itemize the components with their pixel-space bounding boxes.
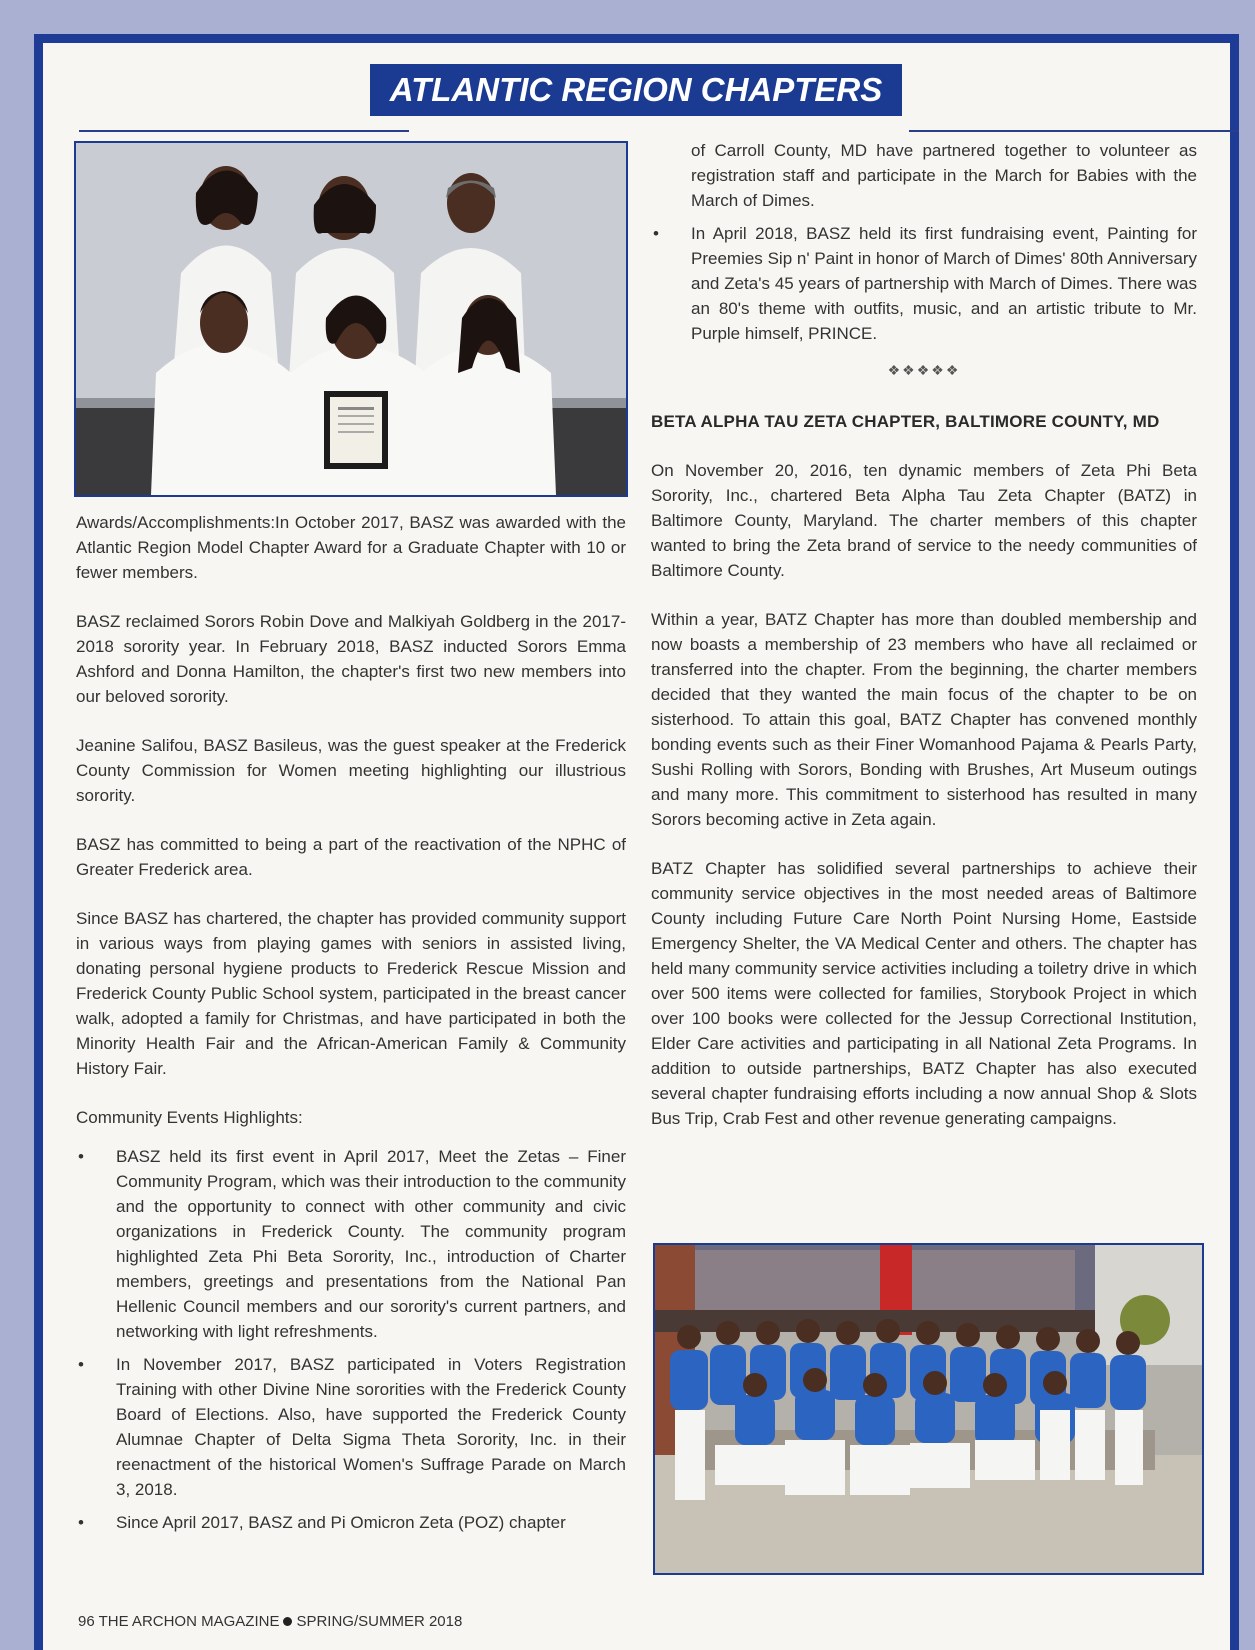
left-column — [76, 510, 626, 1543]
bullet-dot-icon: • — [78, 1147, 84, 1166]
paragraph-guest-speaker: Jeanine Salifou, BASZ Basileus, was the guest speaker at the Frederick County Commission for Women meeting highlighting our illustrious sorority. — [76, 736, 626, 805]
issue-name: SPRING/SUMMER 2018 — [296, 1613, 463, 1630]
paragraph-partnerships: BATZ Chapter has solidified several partnerships to achieve their community service objectives in the most needed areas of Baltimore County including Future Care North Point Nursing Home, Eastside Emergency Shelter, the VA Medical Center and others. The chapter has held many community service activities including a toiletry drive in which over 500 items were collected for families, Storybook Project in which over 100 books were collected for the Jessup Correctional Institution, Elder Care activities and participating in all National Zeta Programs. In addition to outside partnerships, BATZ Chapter has also executed several chapter fundraising efforts including a now annual Shop & Slots Bus Trip, Crab Fest and other revenue generating campaigns. — [651, 859, 1197, 1128]
group-photo-blue — [653, 1243, 1204, 1575]
bullet-item — [76, 1352, 626, 1502]
paragraph-awards: Awards/Accomplishments:In October 2017, BASZ was awarded with the Atlantic Region Model Chapter Award for a Graduate Chapter with 10 or fewer members. — [76, 513, 626, 582]
photo-white-dress-group — [76, 143, 626, 495]
highlights-heading: Community Events Highlights: — [76, 1108, 303, 1127]
bullet-text: of Carroll County, MD have partnered together to volunteer as registration staff and participate in the March for Babies with the March of Dimes. — [691, 141, 1197, 210]
bullet-item — [76, 1510, 626, 1535]
bullet-dot-icon: • — [78, 1513, 84, 1532]
bullet-text: In November 2017, BASZ participated in Voters Registration Training with other Divine Nine sororities with the Frederick County Board of Elections. Also, have supported the Frederick County Alumnae Chapter of Delta Sigma Theta Sorority, Inc. in their reenactment of the historical Women's Suffrage Parade on March 3, 2018. — [116, 1355, 626, 1499]
bullet-text: BASZ held its first event in April 2017, Meet the Zetas – Finer Community Program, which was their introduction to the community and the opportunity to connect with other community and civic organizations in Frederick County. The community program highlighted Zeta Phi Beta Sorority, Inc., introduction of Charter members, greetings and presentations from the National Pan Hellenic Council members and our sorority's current partners, and networking with light refreshments. — [116, 1147, 626, 1341]
paragraph-reclaimed: BASZ reclaimed Sorors Robin Dove and Malkiyah Goldberg in the 2017-2018 sorority year. In February 2018, BASZ inducted Sorors Emma Ashford and Donna Hamilton, the chapter's first two new members into our beloved sorority. — [76, 612, 626, 706]
section-title: BETA ALPHA TAU ZETA CHAPTER, BALTIMORE COUNTY, MD — [651, 412, 1160, 431]
magazine-name: THE ARCHON MAGAZINE — [98, 1613, 280, 1630]
bullet-dot-icon: • — [78, 1355, 84, 1374]
paragraph-nphc: BASZ has committed to being a part of the reactivation of the NPHC of Greater Frederick area. — [76, 835, 626, 879]
page-footer — [78, 1613, 462, 1630]
paragraph-community-support: Since BASZ has chartered, the chapter has provided community support in various ways from playing games with seniors in assisted living, donating personal hygiene products to Frederick Rescue Mission and Frederick County Public School system, participated in the breast cancer walk, adopted a family for Christmas, and have participated in both the Minority Health Fair and the African-American Family & Community History Fair. — [76, 909, 626, 1078]
header-rule-left — [79, 130, 409, 132]
paragraph-membership: Within a year, BATZ Chapter has more than doubled membership and now boasts a membership of 23 members who have all reclaimed or transferred into the chapter. From the beginning, the charter members decided that they wanted the main focus of the chapter to be on sisterhood. To attain this goal, BATZ Chapter has convened monthly bonding events such as their Finer Womanhood Pajama & Pearls Party, Sushi Rolling with Sorors, Bonding with Brushes, Art Museum outings and many more. This commitment to sisterhood has resulted in many Sorors becoming active in Zeta again. — [651, 610, 1197, 829]
header-rule-right — [909, 130, 1239, 132]
right-column — [651, 138, 1197, 1155]
bullet-dot-icon: • — [653, 224, 659, 243]
section-banner: ATLANTIC REGION CHAPTERS — [370, 64, 902, 116]
bullet-continuation — [651, 138, 1197, 213]
bullet-text: Since April 2017, BASZ and Pi Omicron Zeta (POZ) chapter — [116, 1513, 566, 1532]
page-number: 96 — [78, 1613, 95, 1630]
bullet-text: In April 2018, BASZ held its first fundraising event, Painting for Preemies Sip n' Paint in honor of March of Dimes' 80th Anniversary and Zeta's 45 years of partnership with March of Dimes. There was an 80's theme with outfits, music, and an artistic tribute to Mr. Purple himself, PRINCE. — [691, 224, 1197, 343]
bullet-item — [76, 1144, 626, 1344]
bullet-item — [651, 221, 1197, 346]
paragraph-chartered: On November 20, 2016, ten dynamic members of Zeta Phi Beta Sorority, Inc., chartered Beta Alpha Tau Zeta Chapter (BATZ) in Baltimore County, Maryland. The charter members of this chapter wanted to bring the Zeta brand of service to the needy communities of Baltimore County. — [651, 461, 1197, 580]
group-photo-white — [74, 141, 628, 497]
bullet-separator-icon — [283, 1617, 292, 1626]
photo-blue-shirt-group — [655, 1245, 1202, 1573]
section-divider-ornament: ❖❖❖❖❖ — [887, 362, 961, 378]
